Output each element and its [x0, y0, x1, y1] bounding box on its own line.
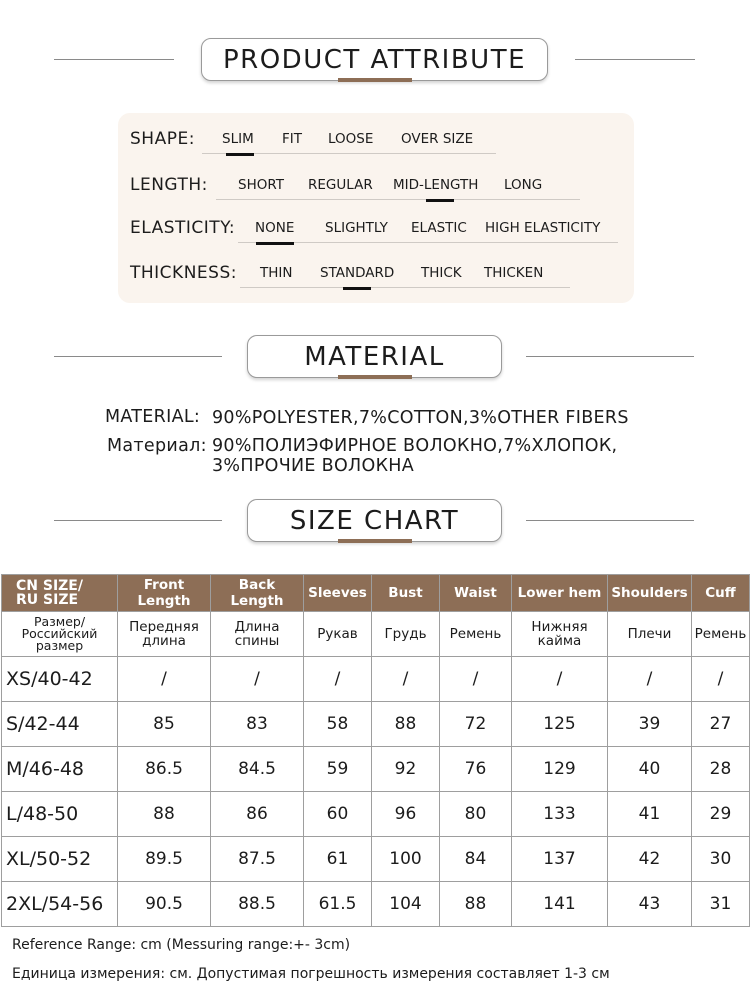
table-cell: 43 — [608, 882, 692, 927]
table-cell: 42 — [608, 837, 692, 882]
column-header: Bust — [372, 575, 440, 612]
attr-label: LENGTH: — [130, 175, 208, 195]
column-header: Lower hem — [512, 575, 608, 612]
table-cell: 59 — [304, 747, 372, 792]
table-cell: / — [304, 657, 372, 702]
table-cell: / — [512, 657, 608, 702]
attr-row-thickness — [118, 259, 634, 289]
attr-row-elasticity — [118, 214, 634, 244]
title-accent-bar — [338, 78, 412, 82]
attr-option: SLIM — [222, 131, 254, 147]
attr-rule — [216, 199, 580, 200]
table-cell: / — [440, 657, 512, 702]
size-chart-title — [247, 499, 502, 542]
table-cell: 58 — [304, 702, 372, 747]
table-cell: 76 — [440, 747, 512, 792]
column-header: Sleeves — [304, 575, 372, 612]
column-header: Waist — [440, 575, 512, 612]
table-cell: Ремень — [440, 612, 512, 657]
selected-underline — [426, 199, 454, 202]
attr-option: ELASTIC — [411, 220, 467, 236]
header-divider-right — [526, 520, 694, 521]
table-row — [2, 657, 750, 702]
table-cell: 86 — [211, 792, 304, 837]
attr-option: SHORT — [238, 177, 284, 193]
table-cell: 83 — [211, 702, 304, 747]
table-cell: 88.5 — [211, 882, 304, 927]
table-row — [2, 575, 750, 612]
table-cell: / — [372, 657, 440, 702]
table-cell: 141 — [512, 882, 608, 927]
table-cell: Нижняя кайма — [512, 612, 608, 657]
size-cell: XL/50-52 — [2, 837, 118, 882]
table-cell: / — [211, 657, 304, 702]
reference-range-note: Reference Range: cm (Messuring range:+- 3cm) — [12, 937, 351, 953]
material-en-value: 90%POLYESTER,7%COTTON,3%OTHER FIBERS — [212, 408, 629, 428]
size-cell: M/46-48 — [2, 747, 118, 792]
selected-underline — [226, 153, 254, 156]
size-chart-title-text: SIZE CHART — [289, 505, 460, 536]
table-cell: 137 — [512, 837, 608, 882]
column-header: Shoulders — [608, 575, 692, 612]
attr-option: THICKEN — [484, 265, 544, 281]
table-cell: 133 — [512, 792, 608, 837]
table-cell: 61.5 — [304, 882, 372, 927]
attr-label: ELASTICITY: — [130, 218, 236, 238]
table-cell: 40 — [608, 747, 692, 792]
attr-option: NONE — [255, 220, 295, 236]
header-divider-right — [526, 356, 694, 357]
header-divider-left — [54, 356, 222, 357]
table-row — [2, 792, 750, 837]
measurement-note-ru: Единица измерения: см. Допустимая погрешность измерения составляет 1-3 см — [12, 966, 610, 982]
table-row — [2, 837, 750, 882]
title-accent-bar — [338, 539, 412, 543]
table-cell: 61 — [304, 837, 372, 882]
attr-label: THICKNESS: — [130, 263, 237, 283]
attr-option: LOOSE — [328, 131, 374, 147]
material-en-label: MATERIAL: — [105, 407, 201, 427]
table-cell: / — [692, 657, 750, 702]
table-cell: Длина спины — [211, 612, 304, 657]
table-cell: 84.5 — [211, 747, 304, 792]
size-cell: Размер/ Российский размер — [2, 612, 118, 657]
attr-option: THICK — [421, 265, 462, 281]
attr-option: SLIGHTLY — [325, 220, 388, 236]
table-cell: 86.5 — [118, 747, 211, 792]
material-ru-value-1: 90%ПОЛИЭФИРНОЕ ВОЛОКНО,7%ХЛОПОК, — [212, 436, 618, 456]
table-cell: 60 — [304, 792, 372, 837]
size-chart-table — [1, 574, 750, 927]
product-attribute-title — [201, 38, 548, 81]
attr-rule — [240, 287, 570, 288]
header-divider-right — [575, 59, 695, 60]
table-row — [2, 882, 750, 927]
title-accent-bar — [338, 375, 412, 379]
table-cell: 87.5 — [211, 837, 304, 882]
attr-option: THIN — [260, 265, 293, 281]
column-header: Cuff — [692, 575, 750, 612]
table-cell: Плечи — [608, 612, 692, 657]
table-cell: 28 — [692, 747, 750, 792]
size-cell: L/48-50 — [2, 792, 118, 837]
attr-option: HIGH ELASTICITY — [485, 220, 601, 236]
attr-option: FIT — [282, 131, 302, 147]
attr-option: REGULAR — [308, 177, 373, 193]
attr-option: MID-LENGTH — [393, 177, 479, 193]
column-header: Front Length — [118, 575, 211, 612]
table-cell: Грудь — [372, 612, 440, 657]
table-cell: Ремень — [692, 612, 750, 657]
attr-row-length — [118, 171, 634, 201]
table-cell: 100 — [372, 837, 440, 882]
selected-underline — [343, 287, 371, 290]
table-cell: / — [608, 657, 692, 702]
table-cell: Рукав — [304, 612, 372, 657]
table-cell: 39 — [608, 702, 692, 747]
table-cell: 96 — [372, 792, 440, 837]
table-cell: 104 — [372, 882, 440, 927]
header-divider-left — [54, 59, 174, 60]
table-cell: 92 — [372, 747, 440, 792]
selected-underline — [256, 242, 294, 245]
table-cell: 88 — [440, 882, 512, 927]
table-cell: 88 — [118, 792, 211, 837]
table-cell: 31 — [692, 882, 750, 927]
product-attribute-title-text: PRODUCT ATTRIBUTE — [222, 44, 527, 75]
table-cell: 89.5 — [118, 837, 211, 882]
header-divider-left — [54, 520, 222, 521]
table-row — [2, 612, 750, 657]
column-header: CN SIZE/ RU SIZE — [2, 575, 118, 612]
table-cell: 30 — [692, 837, 750, 882]
attr-row-shape — [118, 125, 634, 155]
size-cell: S/42-44 — [2, 702, 118, 747]
table-cell: 84 — [440, 837, 512, 882]
table-row — [2, 702, 750, 747]
column-header: Back Length — [211, 575, 304, 612]
table-cell: 85 — [118, 702, 211, 747]
table-cell: 80 — [440, 792, 512, 837]
attr-option: LONG — [504, 177, 543, 193]
table-cell: 29 — [692, 792, 750, 837]
material-title-text: MATERIAL — [304, 341, 445, 372]
material-ru-label: Материал: — [107, 436, 207, 456]
table-cell: 27 — [692, 702, 750, 747]
attr-rule — [238, 242, 618, 243]
table-cell: Передняя длина — [118, 612, 211, 657]
size-cell: 2XL/54-56 — [2, 882, 118, 927]
attr-option: STANDARD — [320, 265, 395, 281]
attr-label: SHAPE: — [130, 129, 195, 149]
table-cell: 41 — [608, 792, 692, 837]
size-cell: XS/40-42 — [2, 657, 118, 702]
table-cell: 129 — [512, 747, 608, 792]
attribute-panel — [118, 113, 634, 303]
attr-option: OVER SIZE — [401, 131, 474, 147]
table-cell: 90.5 — [118, 882, 211, 927]
table-cell: 72 — [440, 702, 512, 747]
material-ru-value-2: 3%ПРОЧИЕ ВОЛОКНА — [212, 456, 415, 476]
table-cell: 125 — [512, 702, 608, 747]
table-cell: / — [118, 657, 211, 702]
table-cell: 88 — [372, 702, 440, 747]
table-row — [2, 747, 750, 792]
material-title — [247, 335, 502, 378]
